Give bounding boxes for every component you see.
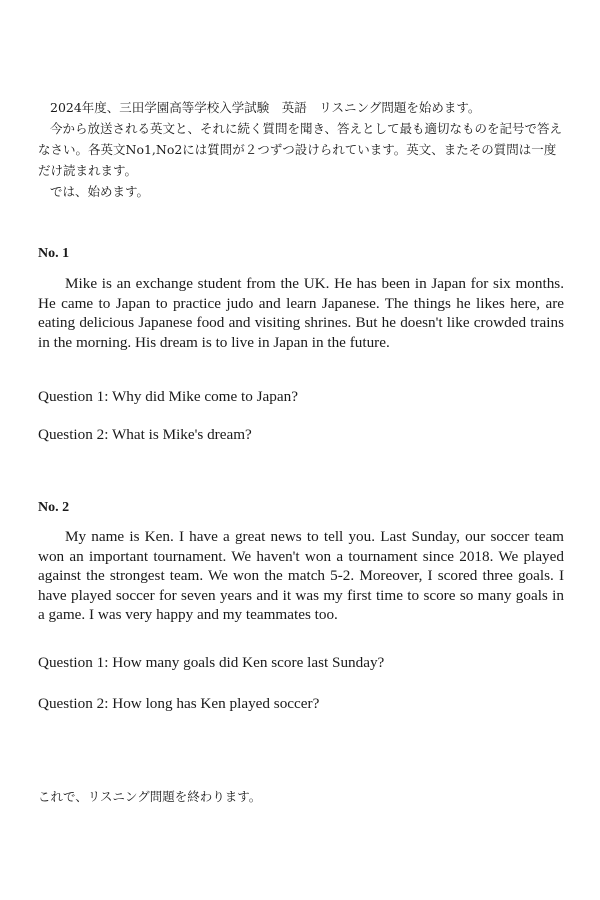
question-no2-q1: Question 1: How many goals did Ken score last Sunday? xyxy=(38,654,385,671)
intro-title-line: 2024年度、三田学園高等学校入学試験 英語 リスニング問題を始めます。 xyxy=(50,100,481,115)
passage-no2: My name is Ken. I have a great news to tell you. Last Sunday, our soccer team won an important tournament. We haven't won a tournament since 2018. We played against the strongest team. We won the match 5-2. Moreover, I scored three goals. I have played soccer for seven years and it was my first time to score so many goals in a game. I was very happy and my teammates too. xyxy=(38,528,564,623)
question-no1-q2: Question 2: What is Mike's dream? xyxy=(38,426,252,443)
section-heading-no2: No. 2 xyxy=(38,500,70,515)
intro-instructions xyxy=(38,97,564,202)
closing-line: これで、リスニング問題を終わります。 xyxy=(38,789,262,804)
intro-start-line: では、始めます。 xyxy=(50,184,150,199)
section-heading-no1: No. 1 xyxy=(38,246,70,261)
question-no2-q2: Question 2: How long has Ken played soccer? xyxy=(38,695,320,712)
question-no1-q1: Question 1: Why did Mike come to Japan? xyxy=(38,388,298,405)
intro-directions: 今から放送される英文と、それに続く質問を聞き、答えとして最も適切なものを記号で答えなさい。各英文No1,No2には質問が２つずつ設けられています。英文、またその質問は一度だけ読まれます。 xyxy=(38,121,563,178)
passage-no1: Mike is an exchange student from the UK. He has been in Japan for six months. He came to Japan to practice judo and learn Japanese. The things he likes here, are eating delicious Japanese food and visiting shrines. But he doesn't like crowded trains in the morning. His dream is to live in Japan in the future. xyxy=(38,275,564,351)
